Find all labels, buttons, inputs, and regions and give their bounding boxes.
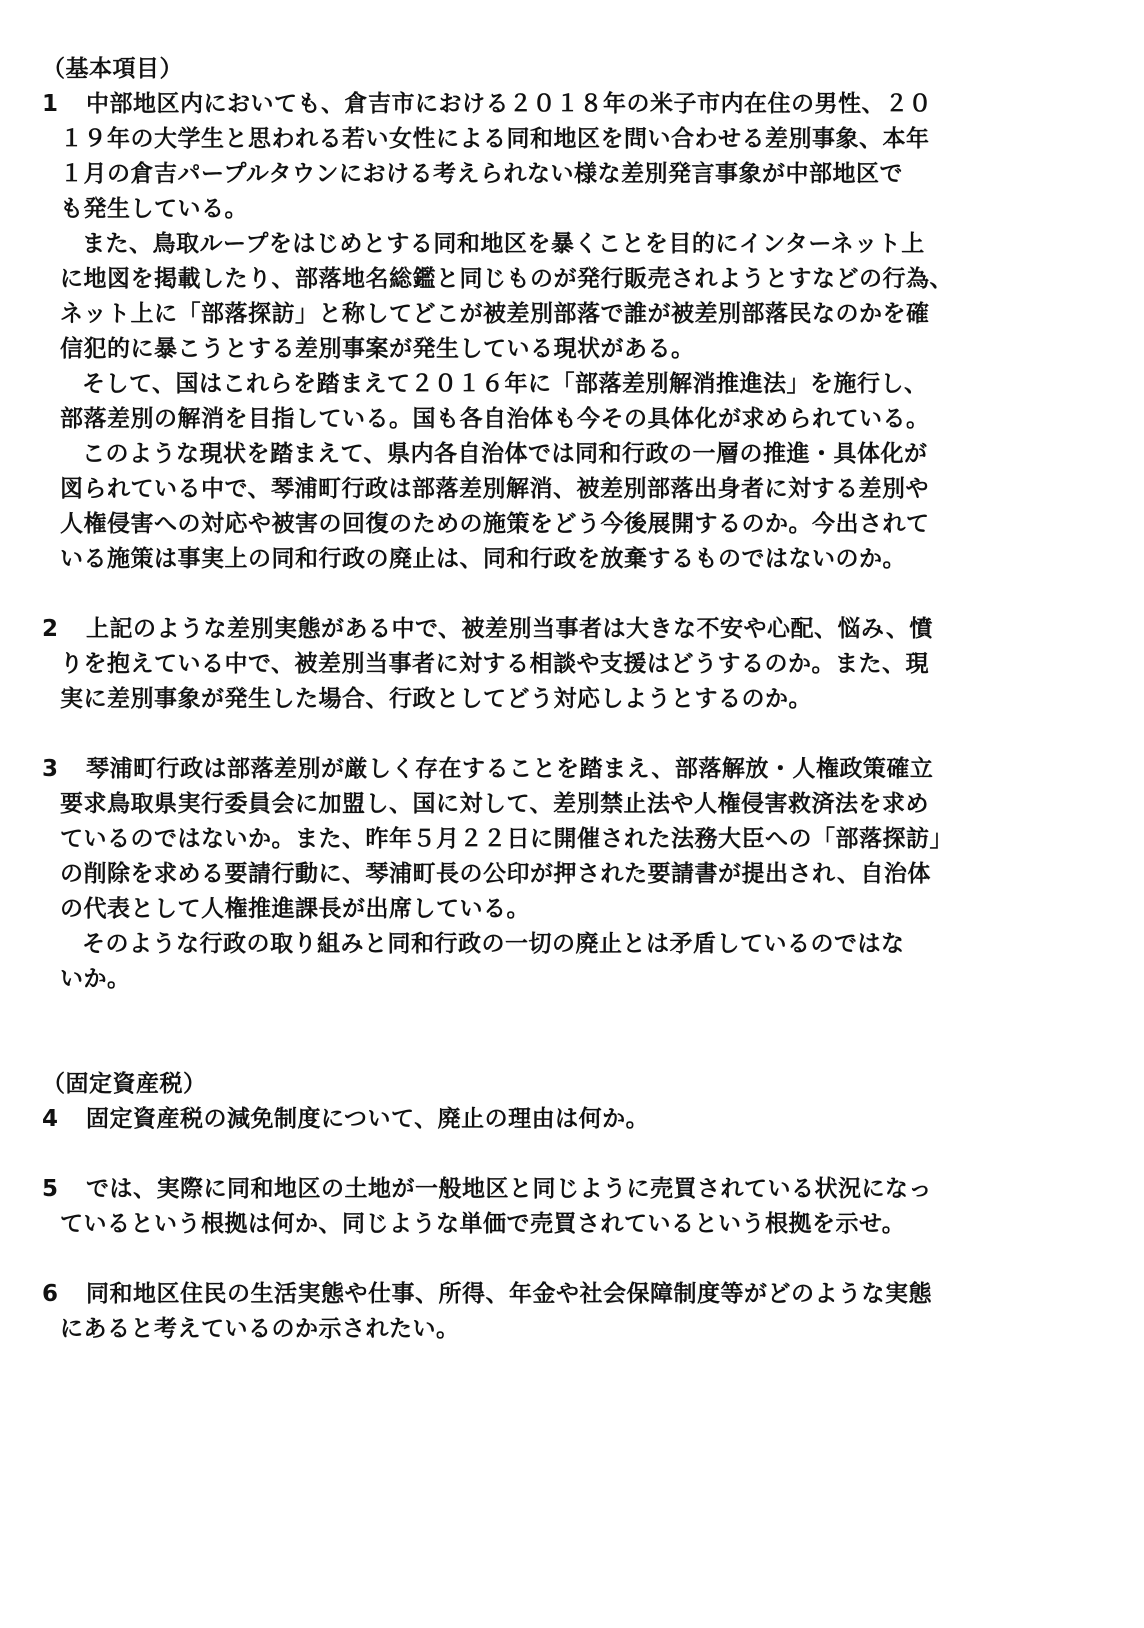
- item-1-line-1: [42, 87, 1082, 122]
- item-1-para-4-line-1: このような現状を踏まえて、県内各自治体では同和行政の一層の推進・具体化が: [82, 441, 928, 467]
- item-3-line-5: の代表として人権推進課長が出席している。: [60, 896, 530, 922]
- item-number: 3: [42, 756, 59, 782]
- item-4: [42, 1102, 1082, 1137]
- item-6-line-1: [42, 1277, 1082, 1312]
- spacer: [42, 577, 1082, 612]
- document-body: [42, 52, 1082, 1347]
- item-1-para-3-line-1: そして、国はこれらを踏まえて２０１６年に「部落差別解消推進法」を施行し、: [82, 371, 928, 397]
- item-3-para-2-line-2: いか。: [60, 966, 131, 992]
- item-1-para-2-line-2: に地図を掲載したり、部落地名総鑑と同じものが発行販売されようとすなどの行為、: [60, 266, 953, 292]
- item-text: 上記のような差別実態がある中で、被差別当事者は大きな不安や心配、悩み、憤: [86, 616, 933, 642]
- item-text: 固定資産税の減免制度について、廃止の理由は何か。: [86, 1106, 650, 1132]
- item-number: 5: [42, 1176, 59, 1202]
- item-1-para-4-line-2: 図られている中で、琴浦町行政は部落差別解消、被差別部落出身者に対する差別や: [60, 476, 930, 502]
- item-2: [42, 612, 1082, 717]
- item-3-line-2: 要求鳥取県実行委員会に加盟し、国に対して、差別禁止法や人権侵害救済法を求め: [60, 791, 930, 817]
- item-1-para-3-line-2: 部落差別の解消を目指している。国も各自治体も今その具体化が求められている。: [60, 406, 930, 432]
- spacer: [42, 997, 1082, 1067]
- item-1-para-2-line-4: 信犯的に暴こうとする差別事案が発生している現状がある。: [60, 336, 695, 362]
- item-1-para-2-line-3: ネット上に「部落探訪」と称してどこが被差別部落で誰が被差別部落民なのかを確: [60, 301, 930, 327]
- item-text: 琴浦町行政は部落差別が厳しく存在することを踏まえ、部落解放・人権政策確立: [86, 756, 934, 782]
- item-5-line-1: [42, 1172, 1082, 1207]
- item-6: [42, 1277, 1082, 1347]
- item-1-para-4-line-4: いる施策は事実上の同和行政の廃止は、同和行政を放棄するものではないのか。: [60, 546, 906, 572]
- item-5-line-2: ているという根拠は何か、同じような単価で売買されているという根拠を示せ。: [60, 1211, 906, 1237]
- item-text: 同和地区住民の生活実態や仕事、所得、年金や社会保障制度等がどのような実態: [86, 1281, 932, 1307]
- section-heading-basic-items: （基本項目）: [42, 56, 183, 82]
- item-3-line-1: [42, 752, 1082, 787]
- item-3: [42, 752, 1082, 997]
- item-2-line-2: りを抱えている中で、被差別当事者に対する相談や支援はどうするのか。また、現: [60, 651, 930, 677]
- item-number: 4: [42, 1106, 59, 1132]
- spacer: [42, 1242, 1082, 1277]
- item-1: [42, 87, 1082, 577]
- item-text: 中部地区内においても、倉吉市における２０１８年の米子市内在住の男性、２０: [86, 91, 932, 117]
- spacer: [42, 717, 1082, 752]
- section-heading-fixed-asset-tax: （固定資産税）: [42, 1071, 207, 1097]
- item-1-para-4-line-3: 人権侵害への対応や被害の回復のための施策をどう今後展開するのか。今出されて: [60, 511, 930, 537]
- item-3-para-2-line-1: そのような行政の取り組みと同和行政の一切の廃止とは矛盾しているのではな: [82, 931, 905, 957]
- item-1-line-2: １９年の大学生と思われる若い女性による同和地区を問い合わせる差別事象、本年: [60, 126, 930, 152]
- item-1-line-4: も発生している。: [60, 196, 248, 222]
- spacer: [42, 1137, 1082, 1172]
- item-3-line-3: ているのではないか。また、昨年５月２２日に開催された法務大臣への「部落探訪」: [60, 826, 953, 852]
- item-number: 2: [42, 616, 59, 642]
- item-3-line-4: の削除を求める要請行動に、琴浦町長の公印が押された要請書が提出され、自治体: [60, 861, 931, 887]
- item-number: 6: [42, 1281, 59, 1307]
- item-text: では、実際に同和地区の土地が一般地区と同じように売買されている状況になっ: [86, 1176, 932, 1202]
- item-2-line-3: 実に差別事象が発生した場合、行政としてどう対応しようとするのか。: [60, 686, 812, 712]
- item-5: [42, 1172, 1082, 1242]
- item-1-para-2-line-1: また、鳥取ループをはじめとする同和地区を暴くことを目的にインターネット上: [82, 231, 925, 257]
- item-2-line-1: [42, 612, 1082, 647]
- item-number: 1: [42, 91, 59, 117]
- item-1-line-3: １月の倉吉パープルタウンにおける考えられない様な差別発言事象が中部地区で: [60, 161, 904, 187]
- item-6-line-2: にあると考えているのか示されたい。: [60, 1316, 460, 1342]
- item-4-line-1: [42, 1102, 1082, 1137]
